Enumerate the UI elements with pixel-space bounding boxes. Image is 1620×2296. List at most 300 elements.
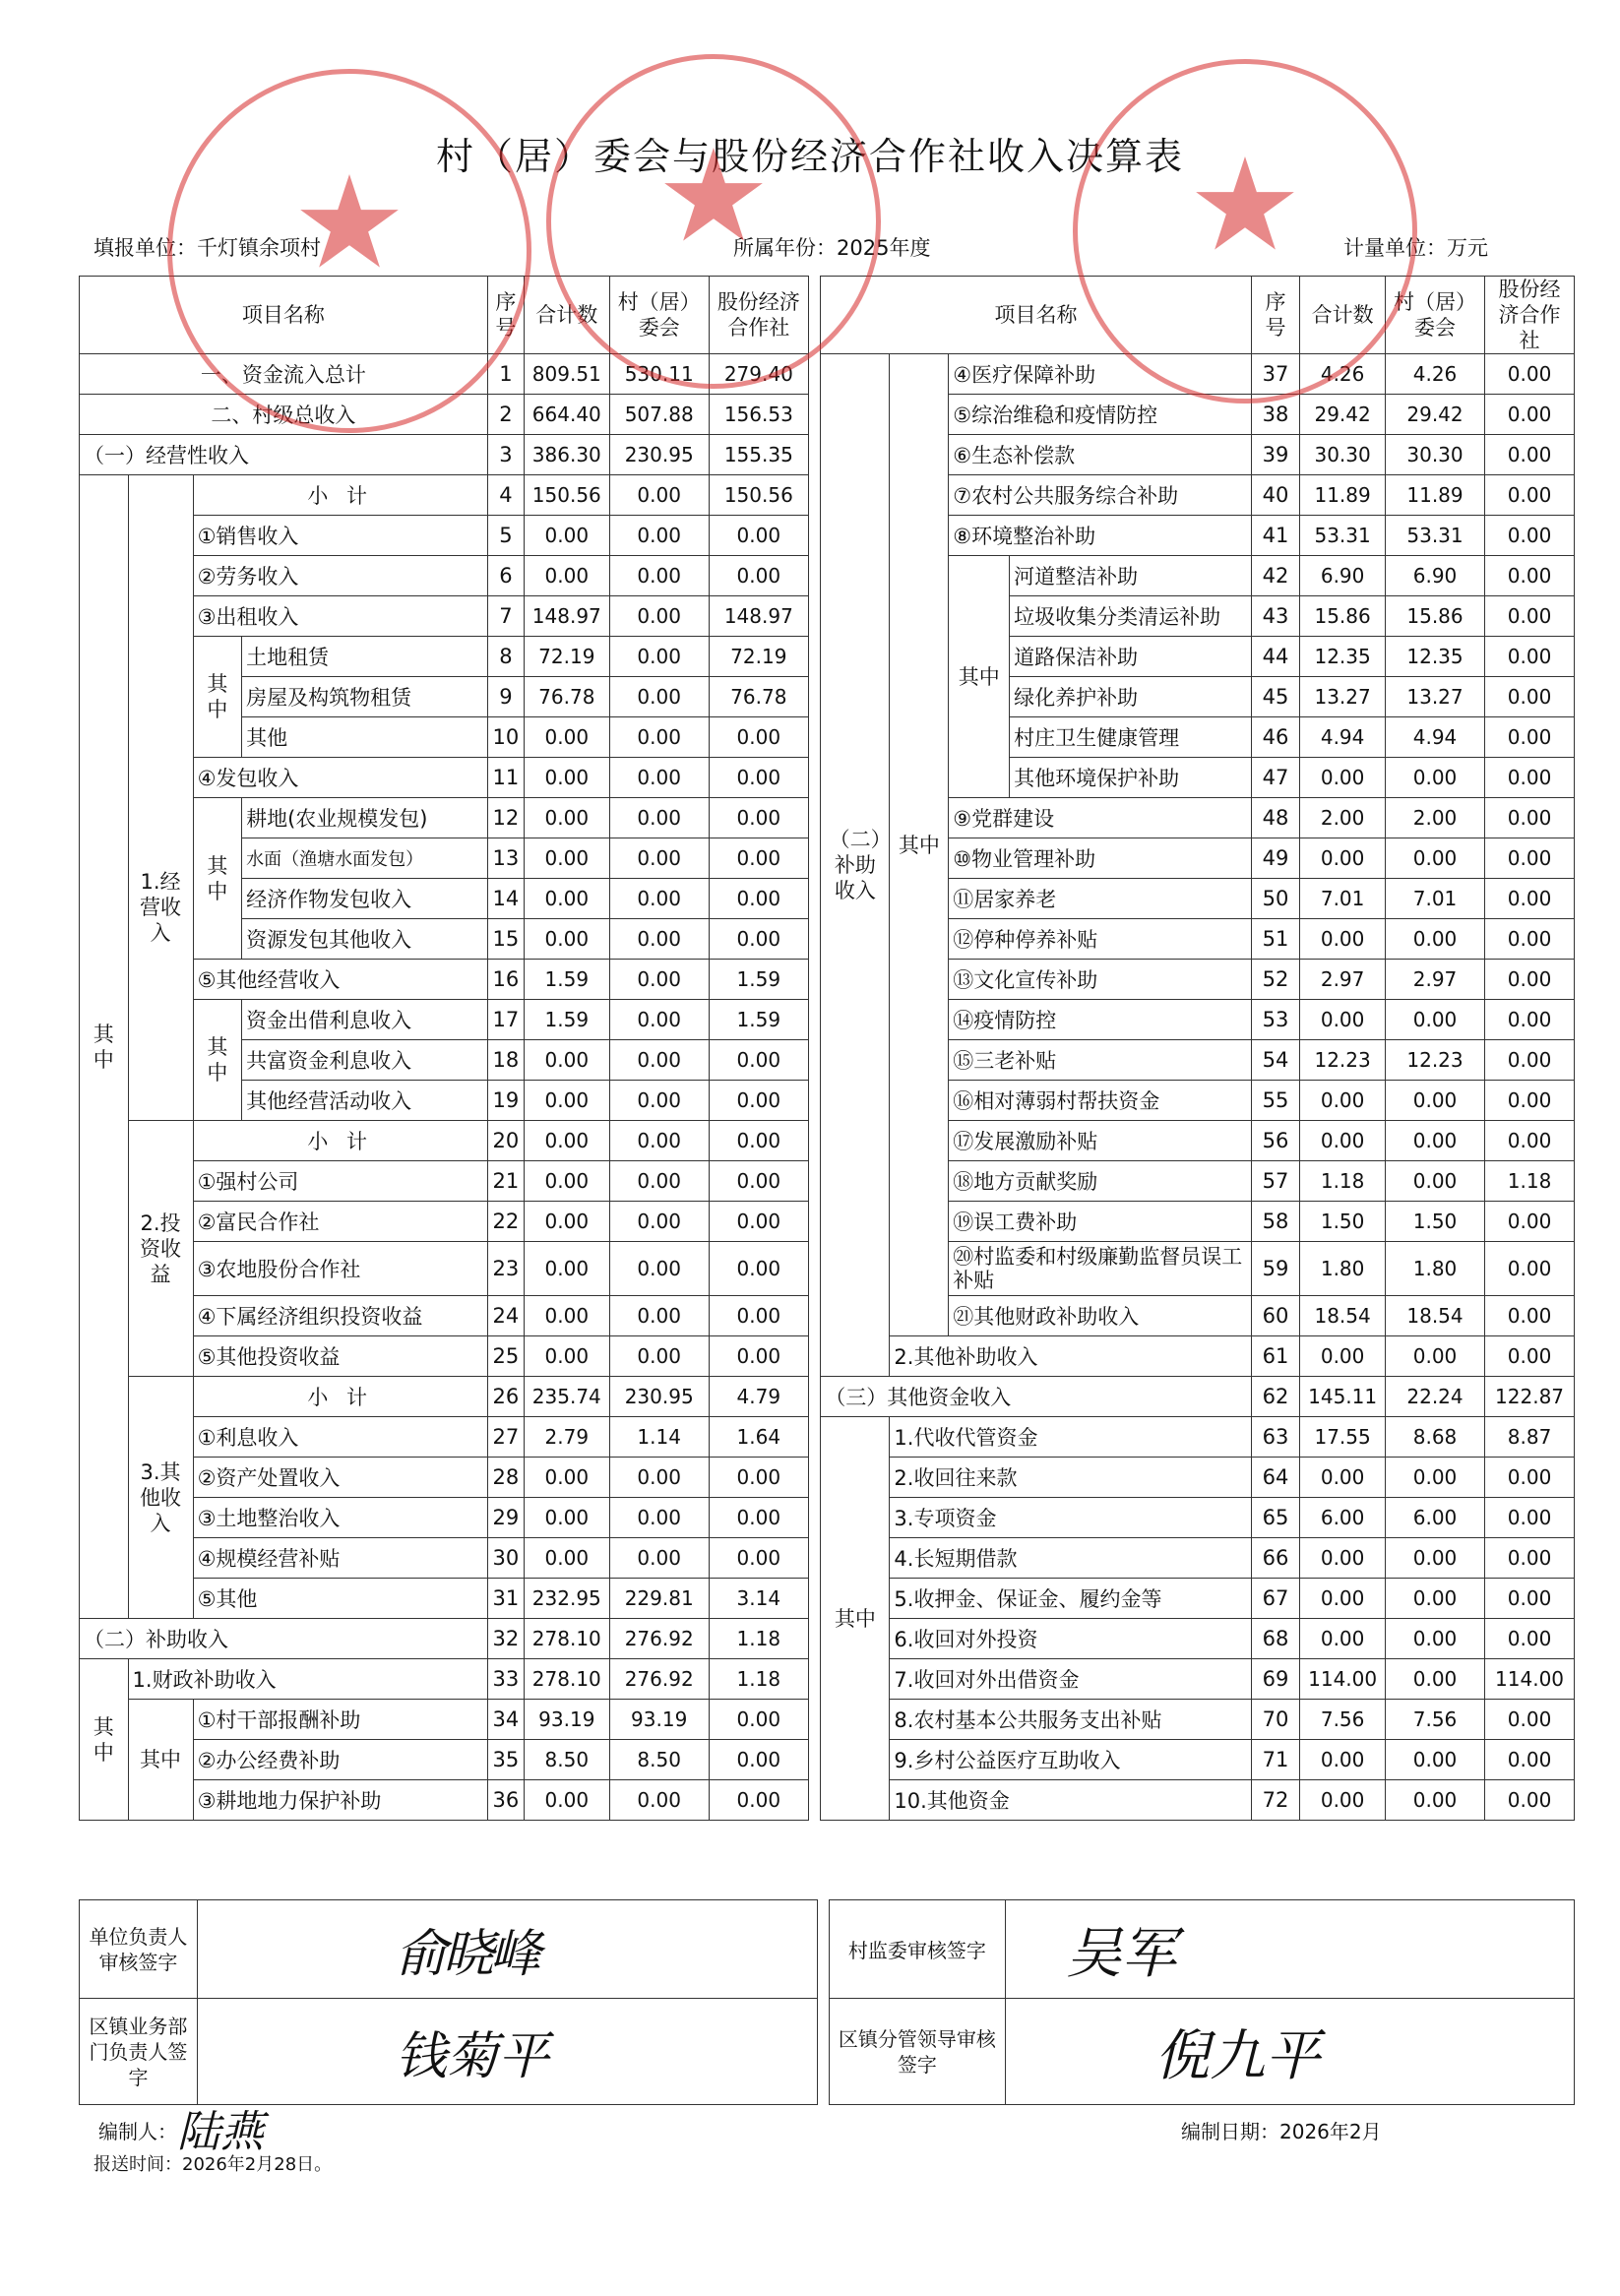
coop-cell: 3.14	[709, 1579, 808, 1619]
committee-cell: 4.94	[1385, 717, 1484, 758]
header-item: 项目名称	[80, 277, 488, 354]
column-gap	[808, 1040, 820, 1081]
committee-cell: 0.00	[609, 1296, 709, 1336]
seq-cell: 35	[487, 1740, 524, 1780]
total-cell: 0.00	[1300, 1458, 1386, 1498]
seq-cell: 49	[1251, 838, 1300, 879]
group-qita: 3.其他收入	[128, 1377, 193, 1619]
committee-cell: 93.19	[609, 1700, 709, 1740]
header-coop: 股份经济合作社	[1485, 277, 1575, 354]
coop-cell: 0.00	[709, 838, 808, 879]
column-gap	[808, 1780, 820, 1821]
row-label: ⑥生态补偿款	[949, 435, 1252, 475]
coop-cell: 1.59	[709, 960, 808, 1000]
committee-cell: 29.42	[1385, 395, 1484, 435]
row-label: （二）补助收入	[80, 1619, 488, 1659]
row-label: 其他	[242, 717, 488, 758]
seal-star-icon: ★	[655, 120, 772, 271]
row-label: ②资产处置收入	[193, 1458, 487, 1498]
coop-cell: 76.78	[709, 677, 808, 717]
group-qizhong: 其中	[890, 354, 949, 1336]
total-cell: 114.00	[1300, 1659, 1386, 1700]
committee-cell: 0.00	[609, 798, 709, 838]
total-cell: 53.31	[1300, 516, 1386, 556]
row-label: ⑯相对薄弱村帮扶资金	[949, 1081, 1252, 1121]
total-cell: 0.00	[524, 919, 609, 960]
committee-cell: 1.80	[1385, 1242, 1484, 1296]
column-gap	[808, 1579, 820, 1619]
committee-cell: 0.00	[1385, 1081, 1484, 1121]
seq-cell: 27	[487, 1417, 524, 1458]
seq-cell: 15	[487, 919, 524, 960]
income-table	[79, 276, 1575, 1821]
seq-cell: 12	[487, 798, 524, 838]
coop-cell: 0.00	[709, 717, 808, 758]
row-label: 绿化养护补助	[1010, 677, 1252, 717]
coop-cell: 0.00	[1485, 556, 1575, 596]
committee-cell: 12.35	[1385, 637, 1484, 677]
reporting-unit: 填报单位：千灯镇余项村	[93, 236, 321, 260]
row-label: 2.收回往来款	[890, 1458, 1251, 1498]
total-cell: 6.90	[1300, 556, 1386, 596]
coop-cell: 0.00	[709, 879, 808, 919]
committee-cell: 1.50	[1385, 1202, 1484, 1242]
committee-cell: 0.00	[609, 637, 709, 677]
seq-cell: 30	[487, 1538, 524, 1579]
column-gap	[808, 1161, 820, 1202]
column-gap	[808, 758, 820, 798]
row-label: 其他经营活动收入	[242, 1081, 488, 1121]
row-label: 垃圾收集分类清运补助	[1010, 596, 1252, 637]
total-cell: 0.00	[1300, 1081, 1386, 1121]
town-dept-signature	[197, 1999, 817, 2105]
column-gap	[808, 1740, 820, 1780]
coop-cell: 114.00	[1485, 1659, 1575, 1700]
total-cell: 0.00	[524, 1081, 609, 1121]
total-cell: 0.00	[524, 798, 609, 838]
total-cell: 15.86	[1300, 596, 1386, 637]
seq-cell: 69	[1251, 1659, 1300, 1700]
coop-cell: 0.00	[709, 1458, 808, 1498]
committee-cell: 7.01	[1385, 879, 1484, 919]
group-jingying: 1.经营收入	[128, 475, 193, 1121]
seq-cell: 40	[1251, 475, 1300, 516]
seq-cell: 70	[1251, 1700, 1300, 1740]
coop-cell: 0.00	[709, 1538, 808, 1579]
row-label: 1.财政补助收入	[128, 1659, 487, 1700]
column-gap	[808, 556, 820, 596]
row-label: 7.收回对外出借资金	[890, 1659, 1251, 1700]
seq-cell: 28	[487, 1458, 524, 1498]
coop-cell: 0.00	[709, 1242, 808, 1296]
coop-cell: 1.59	[709, 1000, 808, 1040]
group-qizhong: 其中	[80, 1659, 129, 1821]
total-cell: 0.00	[524, 1538, 609, 1579]
column-gap	[808, 1498, 820, 1538]
total-cell: 232.95	[524, 1579, 609, 1619]
total-cell: 0.00	[1300, 758, 1386, 798]
committee-cell: 0.00	[609, 1242, 709, 1296]
committee-cell: 0.00	[609, 1336, 709, 1377]
column-gap	[808, 960, 820, 1000]
total-cell: 0.00	[524, 879, 609, 919]
signature-text-2: 吴军	[1066, 1921, 1177, 1986]
row-label: ①强村公司	[193, 1161, 487, 1202]
seq-cell: 48	[1251, 798, 1300, 838]
seal-star-icon: ★	[291, 148, 407, 298]
committee-cell: 0.00	[609, 717, 709, 758]
coop-cell: 0.00	[709, 1740, 808, 1780]
header-row	[80, 277, 1575, 354]
committee-cell: 0.00	[609, 1202, 709, 1242]
seq-cell: 11	[487, 758, 524, 798]
row-label: ④发包收入	[193, 758, 487, 798]
seq-cell: 56	[1251, 1121, 1300, 1161]
committee-cell: 1.14	[609, 1417, 709, 1458]
measure-unit: 计量单位：万元	[1343, 236, 1488, 260]
column-gap	[808, 1121, 820, 1161]
row-label: ⑰发展激励补贴	[949, 1121, 1252, 1161]
seq-cell: 61	[1251, 1336, 1300, 1377]
coop-cell: 0.00	[1485, 1498, 1575, 1538]
column-gap	[808, 1336, 820, 1377]
column-gap	[808, 677, 820, 717]
column-gap	[808, 879, 820, 919]
seq-cell: 26	[487, 1377, 524, 1417]
seq-cell: 55	[1251, 1081, 1300, 1121]
committee-cell: 22.24	[1385, 1377, 1484, 1417]
committee-cell: 18.54	[1385, 1296, 1484, 1336]
coop-cell: 0.00	[1485, 1000, 1575, 1040]
total-cell: 664.40	[524, 395, 609, 435]
row-label: ⑤其他	[193, 1579, 487, 1619]
seq-cell: 38	[1251, 395, 1300, 435]
row-label: ⑩物业管理补助	[949, 838, 1252, 879]
header-item: 项目名称	[821, 277, 1252, 354]
column-gap	[808, 1296, 820, 1336]
coop-cell: 0.00	[709, 1780, 808, 1821]
coop-cell: 0.00	[1485, 1740, 1575, 1780]
total-cell: 0.00	[524, 1161, 609, 1202]
seq-cell: 51	[1251, 919, 1300, 960]
header-total: 合计数	[1300, 277, 1386, 354]
total-cell: 13.27	[1300, 677, 1386, 717]
committee-cell: 2.00	[1385, 798, 1484, 838]
coop-cell: 0.00	[709, 1498, 808, 1538]
total-cell: 2.97	[1300, 960, 1386, 1000]
coop-cell: 0.00	[709, 516, 808, 556]
seq-cell: 8	[487, 637, 524, 677]
prepared-date: 编制日期：2026年2月	[1181, 2120, 1382, 2143]
row-label: 4.长短期借款	[890, 1538, 1251, 1579]
committee-cell: 0.00	[1385, 1740, 1484, 1780]
group-qizhong: 其中	[949, 556, 1010, 798]
seq-cell: 64	[1251, 1458, 1300, 1498]
coop-cell: 0.00	[1485, 1040, 1575, 1081]
seq-cell: 66	[1251, 1538, 1300, 1579]
coop-cell: 0.00	[1485, 1121, 1575, 1161]
seq-cell: 43	[1251, 596, 1300, 637]
subtotal-label: 小 计	[193, 1121, 487, 1161]
total-cell: 278.10	[524, 1619, 609, 1659]
seq-cell: 67	[1251, 1579, 1300, 1619]
row-label: ⑬文化宣传补助	[949, 960, 1252, 1000]
coop-cell: 1.18	[709, 1659, 808, 1700]
coop-cell: 0.00	[1485, 1336, 1575, 1377]
fiscal-year: 所属年份：2025年度	[733, 236, 931, 260]
coop-cell: 0.00	[709, 1161, 808, 1202]
seq-cell: 3	[487, 435, 524, 475]
committee-cell: 30.30	[1385, 435, 1484, 475]
total-cell: 30.30	[1300, 435, 1386, 475]
row-label: 1.代收代管资金	[890, 1417, 1251, 1458]
total-cell: 0.00	[1300, 838, 1386, 879]
total-cell: 7.56	[1300, 1700, 1386, 1740]
column-gap	[808, 354, 820, 395]
seq-cell: 18	[487, 1040, 524, 1081]
committee-cell: 8.68	[1385, 1417, 1484, 1458]
total-cell: 386.30	[524, 435, 609, 475]
coop-cell: 0.00	[1485, 677, 1575, 717]
header-coop: 股份经济合作社	[709, 277, 808, 354]
committee-cell: 0.00	[1385, 1336, 1484, 1377]
seq-cell: 58	[1251, 1202, 1300, 1242]
column-gap	[808, 1659, 820, 1700]
total-cell: 0.00	[524, 1296, 609, 1336]
row-label: 道路保洁补助	[1010, 637, 1252, 677]
committee-cell: 0.00	[1385, 1161, 1484, 1202]
committee-cell: 11.89	[1385, 475, 1484, 516]
coop-cell: 0.00	[709, 758, 808, 798]
row-label: ③土地整治收入	[193, 1498, 487, 1538]
total-cell: 1.59	[524, 960, 609, 1000]
coop-cell: 1.64	[709, 1417, 808, 1458]
coop-cell: 155.35	[709, 435, 808, 475]
row-label: ⑮三老补贴	[949, 1040, 1252, 1081]
row-label: 10.其他资金	[890, 1780, 1251, 1821]
coop-cell: 0.00	[1485, 596, 1575, 637]
seq-cell: 53	[1251, 1000, 1300, 1040]
seq-cell: 72	[1251, 1780, 1300, 1821]
seq-cell: 47	[1251, 758, 1300, 798]
committee-cell: 0.00	[1385, 1000, 1484, 1040]
total-cell: 0.00	[1300, 919, 1386, 960]
column-gap	[808, 1242, 820, 1296]
row-label: 一、资金流入总计	[80, 354, 488, 395]
total-cell: 0.00	[524, 1242, 609, 1296]
signature-table	[79, 1899, 1575, 2105]
coop-cell: 0.00	[709, 919, 808, 960]
coop-cell: 0.00	[1485, 395, 1575, 435]
header-total: 合计数	[524, 277, 609, 354]
group-qizhong: 其中	[193, 798, 242, 960]
total-cell: 12.23	[1300, 1040, 1386, 1081]
row-label: ⑲误工费补助	[949, 1202, 1252, 1242]
coop-cell: 279.40	[709, 354, 808, 395]
unit-head-signature	[197, 1900, 817, 1999]
table-row	[80, 1417, 1575, 1458]
preparer-label: 编制人：	[98, 2120, 177, 2143]
row-label: ⑳村监委和村级廉勤监督员误工补贴	[949, 1242, 1252, 1296]
seq-cell: 13	[487, 838, 524, 879]
coop-cell: 150.56	[709, 475, 808, 516]
total-cell: 1.59	[524, 1000, 609, 1040]
column-gap	[808, 475, 820, 516]
coop-cell: 0.00	[1485, 475, 1575, 516]
committee-cell: 12.23	[1385, 1040, 1484, 1081]
column-gap	[808, 1619, 820, 1659]
total-cell: 93.19	[524, 1700, 609, 1740]
committee-cell: 15.86	[1385, 596, 1484, 637]
coop-cell: 0.00	[1485, 838, 1575, 879]
row-label: （一）经营性收入	[80, 435, 488, 475]
row-label: （三）其他资金收入	[821, 1377, 1252, 1417]
row-label: 耕地(农业规模发包)	[242, 798, 488, 838]
total-cell: 148.97	[524, 596, 609, 637]
coop-cell: 0.00	[1485, 798, 1575, 838]
total-cell: 0.00	[524, 1780, 609, 1821]
column-gap	[808, 395, 820, 435]
committee-cell: 0.00	[1385, 1619, 1484, 1659]
seq-cell: 34	[487, 1700, 524, 1740]
group-qizhong: 其中	[821, 1417, 890, 1821]
column-gap	[808, 1377, 820, 1417]
coop-cell: 0.00	[1485, 435, 1575, 475]
seq-cell: 71	[1251, 1740, 1300, 1780]
town-dept-label: 区镇业务部门负责人签字	[80, 1999, 198, 2105]
committee-cell: 0.00	[1385, 1458, 1484, 1498]
coop-cell: 0.00	[709, 1336, 808, 1377]
total-cell: 0.00	[1300, 1336, 1386, 1377]
subtotal-label: 小 计	[193, 475, 487, 516]
group-qizhong: 其中	[193, 1000, 242, 1121]
seq-cell: 17	[487, 1000, 524, 1040]
row-label: ①销售收入	[193, 516, 487, 556]
coop-cell: 0.00	[1485, 1538, 1575, 1579]
row-label: ①村干部报酬补助	[193, 1700, 487, 1740]
seq-cell: 39	[1251, 435, 1300, 475]
group-qizhong: 其中	[193, 637, 242, 758]
committee-cell: 0.00	[609, 677, 709, 717]
seq-cell: 4	[487, 475, 524, 516]
unit-head-label: 单位负责人审核签字	[80, 1900, 198, 1999]
seq-cell: 41	[1251, 516, 1300, 556]
committee-cell: 276.92	[609, 1659, 709, 1700]
town-leader-label: 区镇分管领导审核签字	[829, 1999, 1006, 2105]
coop-cell: 0.00	[1485, 919, 1575, 960]
seq-cell: 24	[487, 1296, 524, 1336]
seq-cell: 2	[487, 395, 524, 435]
committee-cell: 229.81	[609, 1579, 709, 1619]
row-label: 8.农村基本公共服务支出补贴	[890, 1700, 1251, 1740]
seq-cell: 31	[487, 1579, 524, 1619]
coop-cell: 72.19	[709, 637, 808, 677]
total-cell: 0.00	[1300, 1000, 1386, 1040]
row-label: ②富民合作社	[193, 1202, 487, 1242]
committee-cell: 0.00	[609, 1458, 709, 1498]
total-cell: 11.89	[1300, 475, 1386, 516]
town-leader-signature	[1006, 1999, 1575, 2105]
total-cell: 76.78	[524, 677, 609, 717]
table-row	[80, 354, 1575, 395]
preparer-signature: 陆燕	[177, 2107, 264, 2157]
column-gap	[808, 1417, 820, 1458]
coop-cell: 4.79	[709, 1377, 808, 1417]
seq-cell: 60	[1251, 1296, 1300, 1336]
committee-cell: 0.00	[609, 960, 709, 1000]
coop-cell: 0.00	[709, 1081, 808, 1121]
row-label: ⑦农村公共服务综合补助	[949, 475, 1252, 516]
committee-cell: 0.00	[1385, 1579, 1484, 1619]
committee-cell: 0.00	[1385, 1780, 1484, 1821]
seq-cell: 45	[1251, 677, 1300, 717]
row-label: 5.收押金、保证金、履约金等	[890, 1579, 1251, 1619]
total-cell: 72.19	[524, 637, 609, 677]
committee-cell: 0.00	[609, 758, 709, 798]
column-gap	[808, 717, 820, 758]
row-label: ⑱地方贡献奖励	[949, 1161, 1252, 1202]
coop-cell: 156.53	[709, 395, 808, 435]
seq-cell: 19	[487, 1081, 524, 1121]
seq-cell: 29	[487, 1498, 524, 1538]
seq-cell: 20	[487, 1121, 524, 1161]
coop-cell: 0.00	[709, 1121, 808, 1161]
column-gap	[808, 1700, 820, 1740]
committee-cell: 530.11	[609, 354, 709, 395]
seq-cell: 33	[487, 1659, 524, 1700]
committee-cell: 0.00	[609, 1081, 709, 1121]
column-gap	[808, 1000, 820, 1040]
total-cell: 12.35	[1300, 637, 1386, 677]
total-cell: 145.11	[1300, 1377, 1386, 1417]
row-label: 9.乡村公益医疗互助收入	[890, 1740, 1251, 1780]
committee-cell: 0.00	[1385, 1538, 1484, 1579]
coop-cell: 0.00	[1485, 960, 1575, 1000]
committee-cell: 276.92	[609, 1619, 709, 1659]
total-cell: 8.50	[524, 1740, 609, 1780]
seq-cell: 37	[1251, 354, 1300, 395]
seq-cell: 9	[487, 677, 524, 717]
seq-cell: 10	[487, 717, 524, 758]
coop-cell: 148.97	[709, 596, 808, 637]
seal-star-icon: ★	[1187, 129, 1303, 279]
total-cell: 0.00	[1300, 1740, 1386, 1780]
total-cell: 2.79	[524, 1417, 609, 1458]
group-butie: （二）补助收入	[821, 354, 890, 1377]
signature-text-1: 俞晓峰	[395, 1925, 537, 1984]
coop-cell: 0.00	[709, 1700, 808, 1740]
row-label: 6.收回对外投资	[890, 1619, 1251, 1659]
seq-cell: 68	[1251, 1619, 1300, 1659]
row-label: 其他环境保护补助	[1010, 758, 1252, 798]
seq-cell: 52	[1251, 960, 1300, 1000]
column-gap	[808, 516, 820, 556]
coop-cell: 8.87	[1485, 1417, 1575, 1458]
total-cell: 0.00	[524, 838, 609, 879]
seq-cell: 62	[1251, 1377, 1300, 1417]
seq-cell: 65	[1251, 1498, 1300, 1538]
total-cell: 4.26	[1300, 354, 1386, 395]
coop-cell: 0.00	[1485, 354, 1575, 395]
seq-cell: 57	[1251, 1161, 1300, 1202]
group-qizhong: 其中	[80, 475, 129, 1619]
coop-cell: 0.00	[1485, 516, 1575, 556]
seq-cell: 5	[487, 516, 524, 556]
total-cell: 0.00	[524, 1040, 609, 1081]
row-label: 资金出借利息收入	[242, 1000, 488, 1040]
committee-cell: 0.00	[609, 1538, 709, 1579]
total-cell: 809.51	[524, 354, 609, 395]
